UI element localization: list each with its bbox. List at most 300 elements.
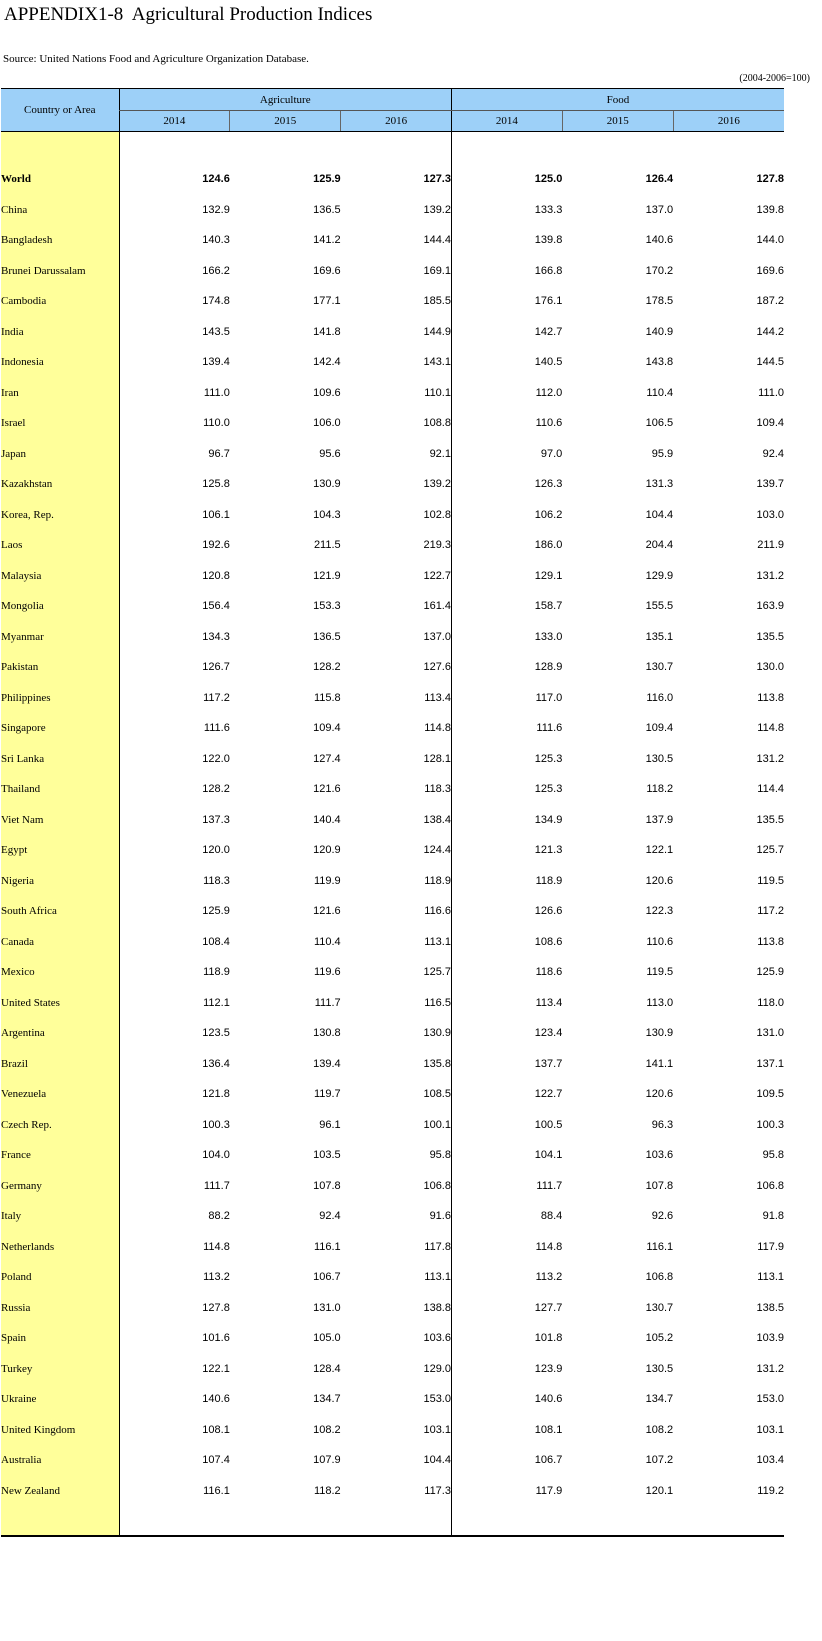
agriculture-index-cell: 132.9 [119, 195, 230, 226]
food-index-cell: 140.6 [645, 234, 674, 247]
agriculture-index-cell: 103.1 [423, 1423, 451, 1436]
agriculture-index-cell: 140.4 [313, 813, 341, 826]
food-index-cell: 140.6 [451, 1384, 562, 1415]
table-row [1, 1384, 784, 1415]
agriculture-index-cell: 117.3 [424, 1484, 451, 1497]
country-name: World [1, 164, 119, 195]
food-index-cell: 106.8 [756, 1179, 784, 1192]
agriculture-index-cell: 141.8 [313, 325, 341, 338]
country-name: Brazil [1, 1049, 119, 1080]
agriculture-index-cell: 118.9 [424, 874, 451, 887]
table-row [1, 500, 784, 531]
food-index-cell: 186.0 [451, 530, 562, 561]
table-row [1, 164, 784, 195]
agriculture-index-cell: 111.7 [314, 996, 341, 1009]
table-row [1, 286, 784, 317]
agriculture-index-cell: 106.7 [313, 1271, 341, 1284]
agri-year-header: 2014 [119, 111, 230, 132]
agriculture-index-cell: 127.8 [119, 1293, 230, 1324]
agriculture-index-cell: 114.8 [119, 1232, 230, 1263]
header-row-years [1, 111, 784, 132]
food-index-cell: 103.6 [645, 1149, 674, 1162]
food-index-cell: 108.2 [645, 1423, 674, 1436]
food-index-cell: 117.0 [451, 683, 562, 714]
country-name: Cambodia [1, 286, 119, 317]
food-index-cell: 130.7 [645, 1301, 674, 1314]
agriculture-index-cell: 88.2 [119, 1201, 230, 1232]
food-index-cell: 134.9 [451, 805, 562, 836]
agriculture-index-cell: 127.4 [313, 752, 341, 765]
agriculture-index-cell: 102.8 [423, 508, 451, 521]
food-index-cell: 106.7 [451, 1445, 562, 1476]
agriculture-group-header: Agriculture [119, 89, 451, 111]
food-index-cell: 121.3 [451, 835, 562, 866]
food-index-cell: 137.0 [645, 203, 674, 216]
food-index-cell: 103.1 [756, 1423, 784, 1436]
agriculture-index-cell: 120.9 [313, 844, 341, 857]
agriculture-index-cell: 103.6 [423, 1332, 451, 1345]
food-year-header: 2016 [673, 111, 784, 132]
country-name: Singapore [1, 713, 119, 744]
food-index-cell: 92.6 [651, 1210, 674, 1223]
agriculture-index-cell: 126.7 [119, 652, 230, 683]
food-index-cell: 122.1 [645, 844, 674, 857]
food-index-cell: 140.5 [451, 347, 562, 378]
food-index-cell: 144.5 [756, 356, 784, 369]
food-index-cell: 118.0 [757, 996, 784, 1009]
table-row [1, 1323, 784, 1354]
food-index-cell: 106.5 [645, 417, 674, 430]
agriculture-index-cell: 136.4 [119, 1049, 230, 1080]
country-name: China [1, 195, 119, 226]
agriculture-index-cell: 95.6 [319, 447, 341, 460]
country-name: Nigeria [1, 866, 119, 897]
country-name: Argentina [1, 1018, 119, 1049]
food-index-cell: 135.1 [645, 630, 674, 643]
agriculture-index-cell: 142.4 [313, 356, 341, 369]
food-index-cell: 155.5 [645, 600, 674, 613]
agriculture-index-cell: 122.1 [119, 1354, 230, 1385]
food-index-cell: 114.8 [451, 1232, 562, 1263]
food-index-cell: 116.0 [646, 691, 674, 704]
table-row [1, 1445, 784, 1476]
food-index-cell: 113.1 [757, 1271, 784, 1284]
table-row [1, 835, 784, 866]
food-index-cell: 130.5 [645, 1362, 674, 1375]
table-row [1, 805, 784, 836]
table-row [1, 317, 784, 348]
agriculture-index-cell: 107.4 [119, 1445, 230, 1476]
agriculture-index-cell: 116.6 [424, 905, 451, 918]
agriculture-index-cell: 120.0 [119, 835, 230, 866]
food-index-cell: 113.2 [451, 1262, 562, 1293]
food-index-cell: 169.6 [756, 264, 784, 277]
agriculture-index-cell: 118.2 [313, 1484, 341, 1497]
table-row [1, 1201, 784, 1232]
agriculture-index-cell: 219.3 [423, 539, 451, 552]
agriculture-index-cell: 129.0 [423, 1362, 451, 1375]
agriculture-index-cell: 96.1 [319, 1118, 341, 1131]
food-index-cell: 129.9 [645, 569, 674, 582]
country-name: Japan [1, 439, 119, 470]
food-index-cell: 114.4 [757, 783, 784, 796]
agriculture-index-cell: 131.0 [313, 1301, 341, 1314]
food-index-cell: 137.9 [645, 813, 674, 826]
country-name: Thailand [1, 774, 119, 805]
agriculture-index-cell: 127.3 [423, 173, 451, 186]
table-row [1, 1232, 784, 1263]
agriculture-index-cell: 121.6 [313, 783, 341, 796]
table-row [1, 866, 784, 897]
agriculture-index-cell: 139.4 [119, 347, 230, 378]
food-index-cell: 120.6 [645, 874, 674, 887]
agriculture-index-cell: 91.6 [429, 1210, 451, 1223]
food-index-cell: 119.5 [646, 966, 674, 979]
food-index-cell: 111.6 [451, 713, 562, 744]
food-index-cell: 101.8 [451, 1323, 562, 1354]
table-row [1, 591, 784, 622]
agriculture-index-cell: 100.3 [119, 1110, 230, 1141]
country-name: Kazakhstan [1, 469, 119, 500]
country-name: Bangladesh [1, 225, 119, 256]
table-row [1, 1049, 784, 1080]
food-index-cell: 127.7 [451, 1293, 562, 1324]
country-name: United States [1, 988, 119, 1019]
agriculture-index-cell: 134.3 [119, 622, 230, 653]
food-index-cell: 126.4 [645, 173, 674, 186]
agriculture-index-cell: 100.1 [423, 1118, 451, 1131]
agriculture-index-cell: 112.1 [119, 988, 230, 1019]
agriculture-index-cell: 153.3 [313, 600, 341, 613]
agriculture-index-cell: 113.4 [424, 691, 451, 704]
food-index-cell: 110.6 [646, 935, 674, 948]
agriculture-index-cell: 211.5 [313, 539, 341, 552]
table-row [1, 256, 784, 287]
food-index-cell: 100.3 [756, 1118, 784, 1131]
agriculture-index-cell: 128.2 [119, 774, 230, 805]
food-index-cell: 125.3 [451, 774, 562, 805]
table-row [1, 988, 784, 1019]
agriculture-index-cell: 105.0 [313, 1332, 341, 1345]
agriculture-index-cell: 106.8 [423, 1179, 451, 1192]
country-name: Canada [1, 927, 119, 958]
food-index-cell: 144.0 [756, 234, 784, 247]
food-index-cell: 113.0 [646, 996, 674, 1009]
agriculture-index-cell: 106.0 [313, 417, 341, 430]
food-index-cell: 113.8 [757, 691, 784, 704]
agriculture-index-cell: 110.1 [424, 386, 451, 399]
country-name: Israel [1, 408, 119, 439]
table-end-row [1, 1506, 784, 1536]
country-name: Spain [1, 1323, 119, 1354]
agriculture-index-cell: 138.4 [423, 813, 451, 826]
food-index-cell: 107.8 [645, 1179, 674, 1192]
agriculture-index-cell: 113.1 [424, 1271, 451, 1284]
agriculture-index-cell: 144.9 [423, 325, 451, 338]
country-name: Mexico [1, 957, 119, 988]
food-index-cell: 125.9 [756, 966, 784, 979]
food-index-cell: 113.8 [757, 935, 784, 948]
food-index-cell: 92.4 [762, 447, 784, 460]
agriculture-index-cell: 140.6 [119, 1384, 230, 1415]
table-row [1, 927, 784, 958]
food-index-cell: 143.8 [645, 356, 674, 369]
country-name: Myanmar [1, 622, 119, 653]
table-row [1, 1476, 784, 1507]
food-index-cell: 91.8 [762, 1210, 784, 1223]
agriculture-index-cell: 169.1 [423, 264, 451, 277]
food-group-header: Food [451, 89, 784, 111]
country-name: Sri Lanka [1, 744, 119, 775]
food-index-cell: 125.7 [756, 844, 784, 857]
table-row [1, 378, 784, 409]
table-row [1, 439, 784, 470]
agriculture-index-cell: 122.7 [423, 569, 451, 582]
spacer-row [1, 132, 784, 165]
agriculture-index-cell: 174.8 [119, 286, 230, 317]
food-index-cell: 103.9 [756, 1332, 784, 1345]
agriculture-index-cell: 135.8 [423, 1057, 451, 1070]
food-index-cell: 106.2 [451, 500, 562, 531]
food-index-cell: 125.0 [451, 164, 562, 195]
table-row [1, 408, 784, 439]
country-name: Australia [1, 1445, 119, 1476]
country-column-header: Country or Area [1, 89, 119, 132]
table-row [1, 1293, 784, 1324]
table-row [1, 561, 784, 592]
food-index-cell: 114.8 [757, 722, 784, 735]
agriculture-index-cell: 124.6 [119, 164, 230, 195]
food-index-cell: 131.2 [756, 752, 784, 765]
food-index-cell: 133.0 [451, 622, 562, 653]
agriculture-index-cell: 106.1 [119, 500, 230, 531]
food-index-cell: 117.9 [451, 1476, 562, 1507]
agriculture-index-cell: 119.6 [313, 966, 341, 979]
agriculture-index-cell: 108.8 [423, 417, 451, 430]
agriculture-index-cell: 138.8 [423, 1301, 451, 1314]
agriculture-index-cell: 139.2 [423, 478, 451, 491]
agriculture-index-cell: 119.9 [313, 874, 341, 887]
country-name: Iran [1, 378, 119, 409]
agriculture-index-cell: 104.0 [119, 1140, 230, 1171]
food-year-header: 2014 [451, 111, 562, 132]
country-name: Netherlands [1, 1232, 119, 1263]
table-row [1, 652, 784, 683]
country-name: Czech Rep. [1, 1110, 119, 1141]
agriculture-index-cell: 92.4 [319, 1210, 341, 1223]
food-index-cell: 204.4 [645, 539, 674, 552]
agriculture-index-cell: 125.8 [119, 469, 230, 500]
table-row [1, 1415, 784, 1446]
agriculture-index-cell: 95.8 [429, 1149, 451, 1162]
food-index-cell: 113.4 [451, 988, 562, 1019]
food-index-cell: 103.0 [756, 508, 784, 521]
food-index-cell: 111.7 [451, 1171, 562, 1202]
table-row [1, 957, 784, 988]
table-row [1, 713, 784, 744]
food-index-cell: 128.9 [451, 652, 562, 683]
food-index-cell: 130.0 [756, 661, 784, 674]
food-index-cell: 112.0 [451, 378, 562, 409]
table-row [1, 1171, 784, 1202]
food-index-cell: 96.3 [651, 1118, 674, 1131]
agriculture-index-cell: 128.4 [313, 1362, 341, 1375]
food-index-cell: 138.5 [756, 1301, 784, 1314]
table-row [1, 1140, 784, 1171]
agriculture-index-cell: 101.6 [119, 1323, 230, 1354]
production-index-table [1, 88, 784, 1537]
food-index-cell: 109.4 [645, 722, 674, 735]
country-name: New Zealand [1, 1476, 119, 1507]
country-name: Poland [1, 1262, 119, 1293]
agriculture-index-cell: 153.0 [423, 1393, 451, 1406]
country-name: Egypt [1, 835, 119, 866]
agriculture-index-cell: 130.8 [313, 1027, 341, 1040]
food-index-cell: 120.1 [645, 1484, 674, 1497]
agriculture-index-cell: 127.6 [423, 661, 451, 674]
agriculture-index-cell: 108.2 [313, 1423, 341, 1436]
agriculture-index-cell: 120.8 [119, 561, 230, 592]
country-name: Venezuela [1, 1079, 119, 1110]
table-row [1, 1018, 784, 1049]
agriculture-index-cell: 121.9 [313, 569, 341, 582]
food-index-cell: 108.6 [451, 927, 562, 958]
country-name: Indonesia [1, 347, 119, 378]
food-index-cell: 153.0 [756, 1393, 784, 1406]
food-index-cell: 118.6 [451, 957, 562, 988]
agriculture-index-cell: 118.3 [424, 783, 451, 796]
food-index-cell: 88.4 [451, 1201, 562, 1232]
table-row [1, 896, 784, 927]
food-index-cell: 123.9 [451, 1354, 562, 1385]
agriculture-index-cell: 136.5 [313, 203, 341, 216]
food-index-cell: 163.9 [756, 600, 784, 613]
agriculture-index-cell: 125.9 [313, 173, 341, 186]
food-index-cell: 130.7 [645, 661, 674, 674]
country-name: France [1, 1140, 119, 1171]
agriculture-index-cell: 122.0 [119, 744, 230, 775]
food-index-cell: 139.8 [756, 203, 784, 216]
food-index-cell: 135.5 [756, 813, 784, 826]
agriculture-index-cell: 121.6 [313, 905, 341, 918]
agriculture-index-cell: 113.2 [119, 1262, 230, 1293]
food-index-cell: 137.1 [756, 1057, 784, 1070]
food-index-cell: 170.2 [645, 264, 674, 277]
agri-year-header: 2015 [230, 111, 341, 132]
country-name: Malaysia [1, 561, 119, 592]
agriculture-index-cell: 116.1 [119, 1476, 230, 1507]
agriculture-index-cell: 111.0 [119, 378, 230, 409]
base-period-note: (2004-2006=100) [739, 73, 810, 84]
agriculture-index-cell: 92.1 [429, 447, 451, 460]
agriculture-index-cell: 117.2 [119, 683, 230, 714]
source-note: Source: United Nations Food and Agriculture Organization Database. [3, 53, 309, 65]
food-index-cell: 95.9 [651, 447, 674, 460]
agriculture-index-cell: 125.7 [423, 966, 451, 979]
food-index-cell: 126.6 [451, 896, 562, 927]
agriculture-index-cell: 192.6 [119, 530, 230, 561]
food-index-cell: 135.5 [756, 630, 784, 643]
agriculture-index-cell: 111.6 [119, 713, 230, 744]
food-index-cell: 104.4 [645, 508, 674, 521]
agriculture-index-cell: 161.4 [423, 600, 451, 613]
agri-year-header: 2016 [341, 111, 452, 132]
agriculture-index-cell: 123.5 [119, 1018, 230, 1049]
food-index-cell: 107.2 [645, 1454, 674, 1467]
food-index-cell: 119.5 [757, 874, 784, 887]
table-row [1, 683, 784, 714]
agriculture-index-cell: 185.5 [423, 295, 451, 308]
agriculture-index-cell: 143.5 [119, 317, 230, 348]
agriculture-index-cell: 144.4 [423, 234, 451, 247]
food-index-cell: 137.7 [451, 1049, 562, 1080]
agriculture-index-cell: 115.8 [313, 691, 341, 704]
agriculture-index-cell: 118.9 [119, 957, 230, 988]
agriculture-index-cell: 143.1 [423, 356, 451, 369]
agriculture-index-cell: 140.3 [119, 225, 230, 256]
country-name: Mongolia [1, 591, 119, 622]
food-year-header: 2015 [562, 111, 673, 132]
food-index-cell: 131.0 [756, 1027, 784, 1040]
food-index-cell: 133.3 [451, 195, 562, 226]
agriculture-index-cell: 130.9 [423, 1027, 451, 1040]
food-index-cell: 142.7 [451, 317, 562, 348]
country-name: Germany [1, 1171, 119, 1202]
country-name: Korea, Rep. [1, 500, 119, 531]
agriculture-index-cell: 116.5 [424, 996, 451, 1009]
agriculture-index-cell: 119.7 [313, 1088, 341, 1101]
food-index-cell: 211.9 [757, 539, 784, 552]
food-index-cell: 100.5 [451, 1110, 562, 1141]
country-name: Italy [1, 1201, 119, 1232]
agriculture-index-cell: 107.8 [313, 1179, 341, 1192]
agriculture-index-cell: 110.0 [119, 408, 230, 439]
agriculture-index-cell: 118.3 [119, 866, 230, 897]
country-name: Philippines [1, 683, 119, 714]
agriculture-index-cell: 113.1 [424, 935, 451, 948]
agriculture-index-cell: 108.5 [423, 1088, 451, 1101]
table-row [1, 469, 784, 500]
table-row [1, 225, 784, 256]
table-row [1, 1262, 784, 1293]
food-index-cell: 134.7 [645, 1393, 674, 1406]
food-index-cell: 117.9 [757, 1240, 784, 1253]
page-title: APPENDIX1-8 Agricultural Production Indices [4, 4, 373, 25]
country-name: Brunei Darussalam [1, 256, 119, 287]
agriculture-index-cell: 117.8 [424, 1240, 451, 1253]
food-index-cell: 166.8 [451, 256, 562, 287]
agriculture-index-cell: 108.1 [119, 1415, 230, 1446]
agriculture-index-cell: 116.1 [313, 1240, 341, 1253]
agriculture-index-cell: 166.2 [119, 256, 230, 287]
agriculture-index-cell: 121.8 [119, 1079, 230, 1110]
agriculture-index-cell: 177.1 [313, 295, 341, 308]
country-name: South Africa [1, 896, 119, 927]
table-row [1, 622, 784, 653]
food-index-cell: 97.0 [451, 439, 562, 470]
table-row [1, 347, 784, 378]
table-row [1, 774, 784, 805]
country-name: Pakistan [1, 652, 119, 683]
agriculture-index-cell: 141.2 [313, 234, 341, 247]
agriculture-index-cell: 139.2 [423, 203, 451, 216]
agriculture-index-cell: 130.9 [313, 478, 341, 491]
food-index-cell: 130.5 [645, 752, 674, 765]
agriculture-index-cell: 109.6 [313, 386, 341, 399]
agriculture-index-cell: 137.3 [119, 805, 230, 836]
food-index-cell: 109.5 [756, 1088, 784, 1101]
food-index-cell: 105.2 [645, 1332, 674, 1345]
